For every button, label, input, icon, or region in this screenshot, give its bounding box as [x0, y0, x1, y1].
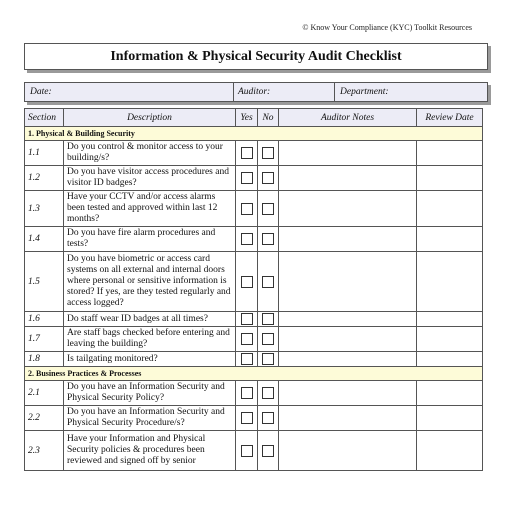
yes-cell	[236, 431, 258, 471]
yes-checkbox[interactable]	[241, 333, 253, 345]
no-checkbox[interactable]	[262, 387, 274, 399]
review-date-cell[interactable]	[417, 352, 483, 367]
yes-cell	[236, 406, 258, 431]
no-cell	[258, 227, 279, 252]
column-header-yes: Yes	[236, 109, 258, 127]
item-number: 1.8	[25, 352, 64, 367]
yes-checkbox[interactable]	[241, 445, 253, 457]
yes-cell	[236, 191, 258, 227]
date-label: Date:	[30, 87, 52, 97]
yes-cell	[236, 141, 258, 166]
yes-cell	[236, 327, 258, 352]
auditor-notes-cell[interactable]	[279, 381, 417, 406]
no-cell	[258, 352, 279, 367]
review-date-cell[interactable]	[417, 252, 483, 312]
item-description: Is tailgating monitored?	[64, 352, 236, 367]
no-cell	[258, 252, 279, 312]
auditor-notes-cell[interactable]	[279, 141, 417, 166]
auditor-notes-cell[interactable]	[279, 327, 417, 352]
item-number: 2.1	[25, 381, 64, 406]
item-description: Do you have an Information Security and Physical Security Policy?	[64, 381, 236, 406]
item-number: 1.4	[25, 227, 64, 252]
no-cell	[258, 191, 279, 227]
item-number: 2.3	[25, 431, 64, 471]
review-date-cell[interactable]	[417, 141, 483, 166]
item-number: 1.7	[25, 327, 64, 352]
yes-cell	[236, 312, 258, 327]
auditor-notes-cell[interactable]	[279, 227, 417, 252]
table-row	[25, 191, 483, 227]
auditor-notes-cell[interactable]	[279, 431, 417, 471]
auditor-notes-cell[interactable]	[279, 352, 417, 367]
table-row	[25, 166, 483, 191]
table-row	[25, 252, 483, 312]
yes-checkbox[interactable]	[241, 387, 253, 399]
table-row	[25, 312, 483, 327]
no-checkbox[interactable]	[262, 172, 274, 184]
review-date-cell[interactable]	[417, 406, 483, 431]
auditor-notes-cell[interactable]	[279, 191, 417, 227]
info-divider	[334, 83, 335, 101]
item-description: Do you have biometric or access card systems on all external and internal doors where personal or sensitive information is stored? If yes, are they tested regularly and access logged?	[64, 252, 236, 312]
table-header-row	[25, 109, 483, 127]
section-heading-row	[25, 127, 483, 141]
department-label: Department:	[340, 87, 389, 97]
section-heading-row	[25, 367, 483, 381]
item-number: 1.3	[25, 191, 64, 227]
review-date-cell[interactable]	[417, 166, 483, 191]
audit-info-bar	[24, 82, 488, 102]
table-row	[25, 327, 483, 352]
no-checkbox[interactable]	[262, 203, 274, 215]
table-row	[25, 352, 483, 367]
item-number: 1.1	[25, 141, 64, 166]
column-header-auditor-notes: Auditor Notes	[279, 109, 417, 127]
column-header-review-date: Review Date	[417, 109, 483, 127]
auditor-notes-cell[interactable]	[279, 312, 417, 327]
item-description: Do you have an Information Security and Physical Security Procedure/s?	[64, 406, 236, 431]
yes-checkbox[interactable]	[241, 353, 253, 365]
item-number: 1.5	[25, 252, 64, 312]
table-row	[25, 381, 483, 406]
item-description: Have your CCTV and/or access alarms been tested and approved within last 12 months?	[64, 191, 236, 227]
document-title: Information & Physical Security Audit Checklist	[24, 43, 488, 70]
yes-checkbox[interactable]	[241, 233, 253, 245]
review-date-cell[interactable]	[417, 227, 483, 252]
section-heading: 2. Business Practices & Processes	[25, 367, 483, 381]
item-description: Do you have fire alarm procedures and tests?	[64, 227, 236, 252]
item-number: 2.2	[25, 406, 64, 431]
column-header-no: No	[258, 109, 279, 127]
review-date-cell[interactable]	[417, 191, 483, 227]
review-date-cell[interactable]	[417, 327, 483, 352]
yes-cell	[236, 227, 258, 252]
yes-checkbox[interactable]	[241, 172, 253, 184]
no-cell	[258, 327, 279, 352]
no-checkbox[interactable]	[262, 147, 274, 159]
no-cell	[258, 166, 279, 191]
item-number: 1.2	[25, 166, 64, 191]
checklist-table	[24, 108, 483, 471]
table-row	[25, 227, 483, 252]
auditor-label: Auditor:	[238, 87, 271, 97]
table-row	[25, 431, 483, 471]
no-checkbox[interactable]	[262, 412, 274, 424]
yes-checkbox[interactable]	[241, 412, 253, 424]
auditor-notes-cell[interactable]	[279, 406, 417, 431]
no-cell	[258, 431, 279, 471]
review-date-cell[interactable]	[417, 381, 483, 406]
column-header-description: Description	[64, 109, 236, 127]
no-cell	[258, 141, 279, 166]
item-number: 1.6	[25, 312, 64, 327]
no-checkbox[interactable]	[262, 233, 274, 245]
yes-checkbox[interactable]	[241, 276, 253, 288]
yes-checkbox[interactable]	[241, 313, 253, 325]
no-cell	[258, 312, 279, 327]
no-checkbox[interactable]	[262, 333, 274, 345]
info-divider	[233, 83, 234, 101]
auditor-notes-cell[interactable]	[279, 252, 417, 312]
copyright-notice: © Know Your Compliance (KYC) Toolkit Resources	[302, 23, 472, 32]
item-description: Are staff bags checked before entering and leaving the building?	[64, 327, 236, 352]
column-header-section: Section	[25, 109, 64, 127]
yes-cell	[236, 252, 258, 312]
yes-cell	[236, 352, 258, 367]
review-date-cell[interactable]	[417, 431, 483, 471]
table-row	[25, 141, 483, 166]
no-cell	[258, 381, 279, 406]
no-checkbox[interactable]	[262, 445, 274, 457]
review-date-cell[interactable]	[417, 312, 483, 327]
table-row	[25, 406, 483, 431]
yes-cell	[236, 381, 258, 406]
yes-cell	[236, 166, 258, 191]
item-description: Do staff wear ID badges at all times?	[64, 312, 236, 327]
no-checkbox[interactable]	[262, 353, 274, 365]
section-heading: 1. Physical & Building Security	[25, 127, 483, 141]
item-description: Do you have visitor access procedures and visitor ID badges?	[64, 166, 236, 191]
no-checkbox[interactable]	[262, 276, 274, 288]
item-description: Do you control & monitor access to your building/s?	[64, 141, 236, 166]
item-description: Have your Information and Physical Security policies & procedures been reviewed and signed off by senior	[64, 431, 236, 471]
auditor-notes-cell[interactable]	[279, 166, 417, 191]
yes-checkbox[interactable]	[241, 147, 253, 159]
no-cell	[258, 406, 279, 431]
no-checkbox[interactable]	[262, 313, 274, 325]
yes-checkbox[interactable]	[241, 203, 253, 215]
